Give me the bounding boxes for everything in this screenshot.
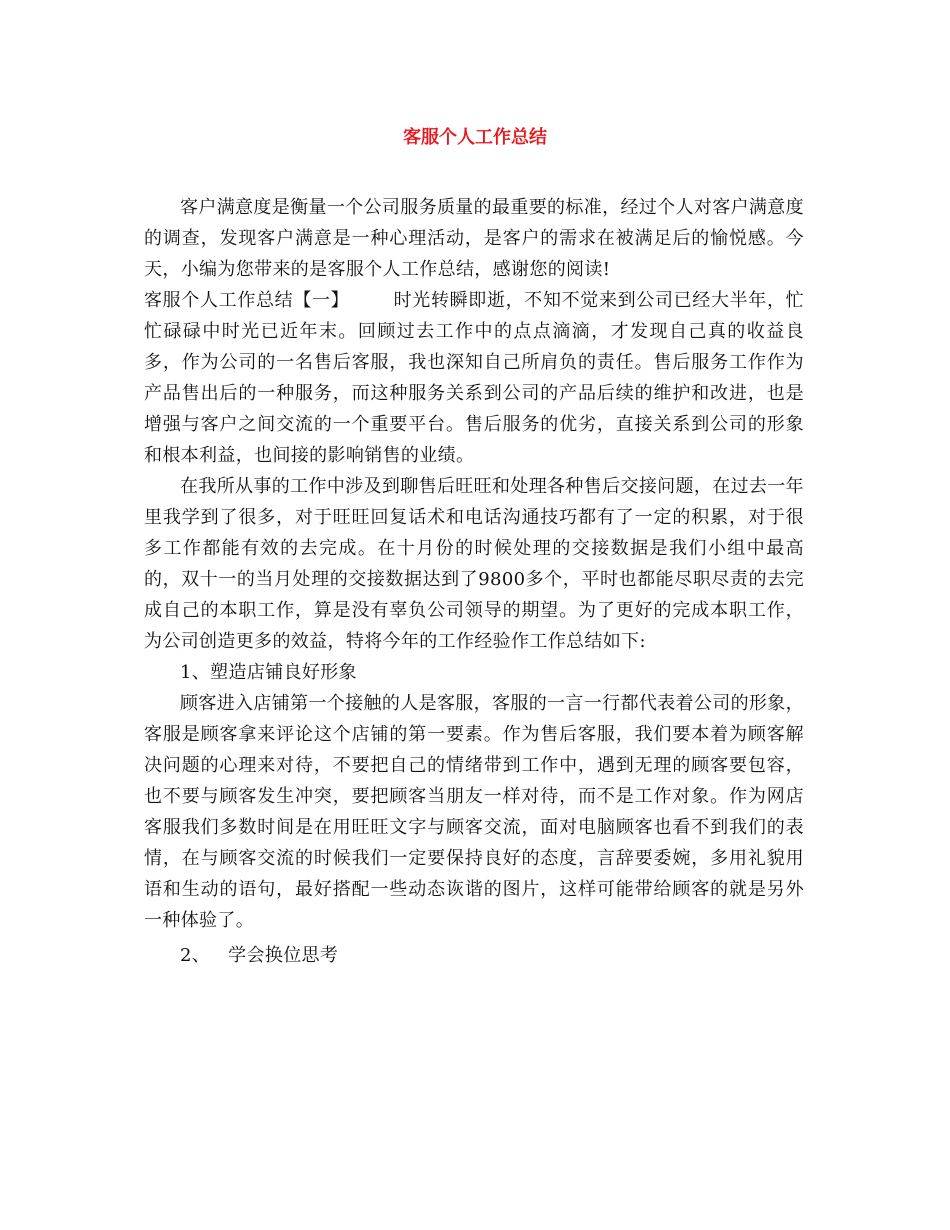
work-scope-paragraph: 在我所从事的工作中涉及到聊售后旺旺和处理各种售后交接问题，在过去一年里我学到了很多，对于旺旺回复话术和电话沟通技巧都有了一定的积累，对于很多工作都能有效的去完成。在十月份的时候处理的交接数据是我们小组中最高的，双十一的当月处理的交接数据达到了9800多个，平时也都能尽职尽责的去完成自己的本职工作，算是没有辜负公司领导的期望。为了更好的完成本职工作，为公司创造更多的效益，特将今年的工作经验作工作总结如下: [144, 476, 804, 652]
point-two-number: 2、 [180, 945, 211, 966]
document-body [144, 192, 804, 971]
intro-paragraph: 客户满意度是衡量一个公司服务质量的最重要的标准，经过个人对客户满意度的调查，发现客户满意是一种心理活动，是客户的需求在被满足后的愉悦感。今天，小编为您带来的是客服个人工作总结，感谢您的阅读! [144, 197, 804, 280]
section-one-heading: 客服个人工作总结【一】 [144, 290, 350, 311]
section-one-paragraph [144, 285, 804, 471]
point-one-heading: 1、塑造店铺良好形象 [180, 662, 357, 683]
document-title: 客服个人工作总结 [403, 127, 547, 148]
section-one-text: 时光转瞬即逝，不知不觉来到公司已经大半年，忙忙碌碌中时光已近年末。回顾过去工作中的点点滴滴，才发现自己真的收益良多，作为公司的一名售后客服，我也深知自己所肩负的责任。售后服务工作作为产品售出后的一种服务，而这种服务关系到公司的产品后续的维护和改进，也是增强与客户之间交流的一个重要平台。售后服务的优劣，直接关系到公司的形象和根本利益，也间接的影响销售的业绩。 [144, 290, 804, 466]
point-two-heading [180, 940, 804, 971]
point-one-paragraph: 顾客进入店铺第一个接触的人是客服，客服的一言一行都代表着公司的形象，客服是顾客拿来评论这个店铺的第一要素。作为售后客服，我们要本着为顾客解决问题的心理来对待，不要把自己的情绪带到工作中，遇到无理的顾客要包容，也不要与顾客发生冲突，要把顾客当朋友一样对待，而不是工作对象。作为网店客服我们多数时间是在用旺旺文字与顾客交流，面对电脑顾客也看不到我们的表情，在与顾客交流的时候我们一定要保持良好的态度，言辞要委婉，多用礼貌用语和生动的语句，最好搭配一些动态诙谐的图片，这样可能带给顾客的就是另外一种体验了。 [144, 693, 804, 931]
point-two-text: 学会换位思考 [228, 945, 339, 966]
